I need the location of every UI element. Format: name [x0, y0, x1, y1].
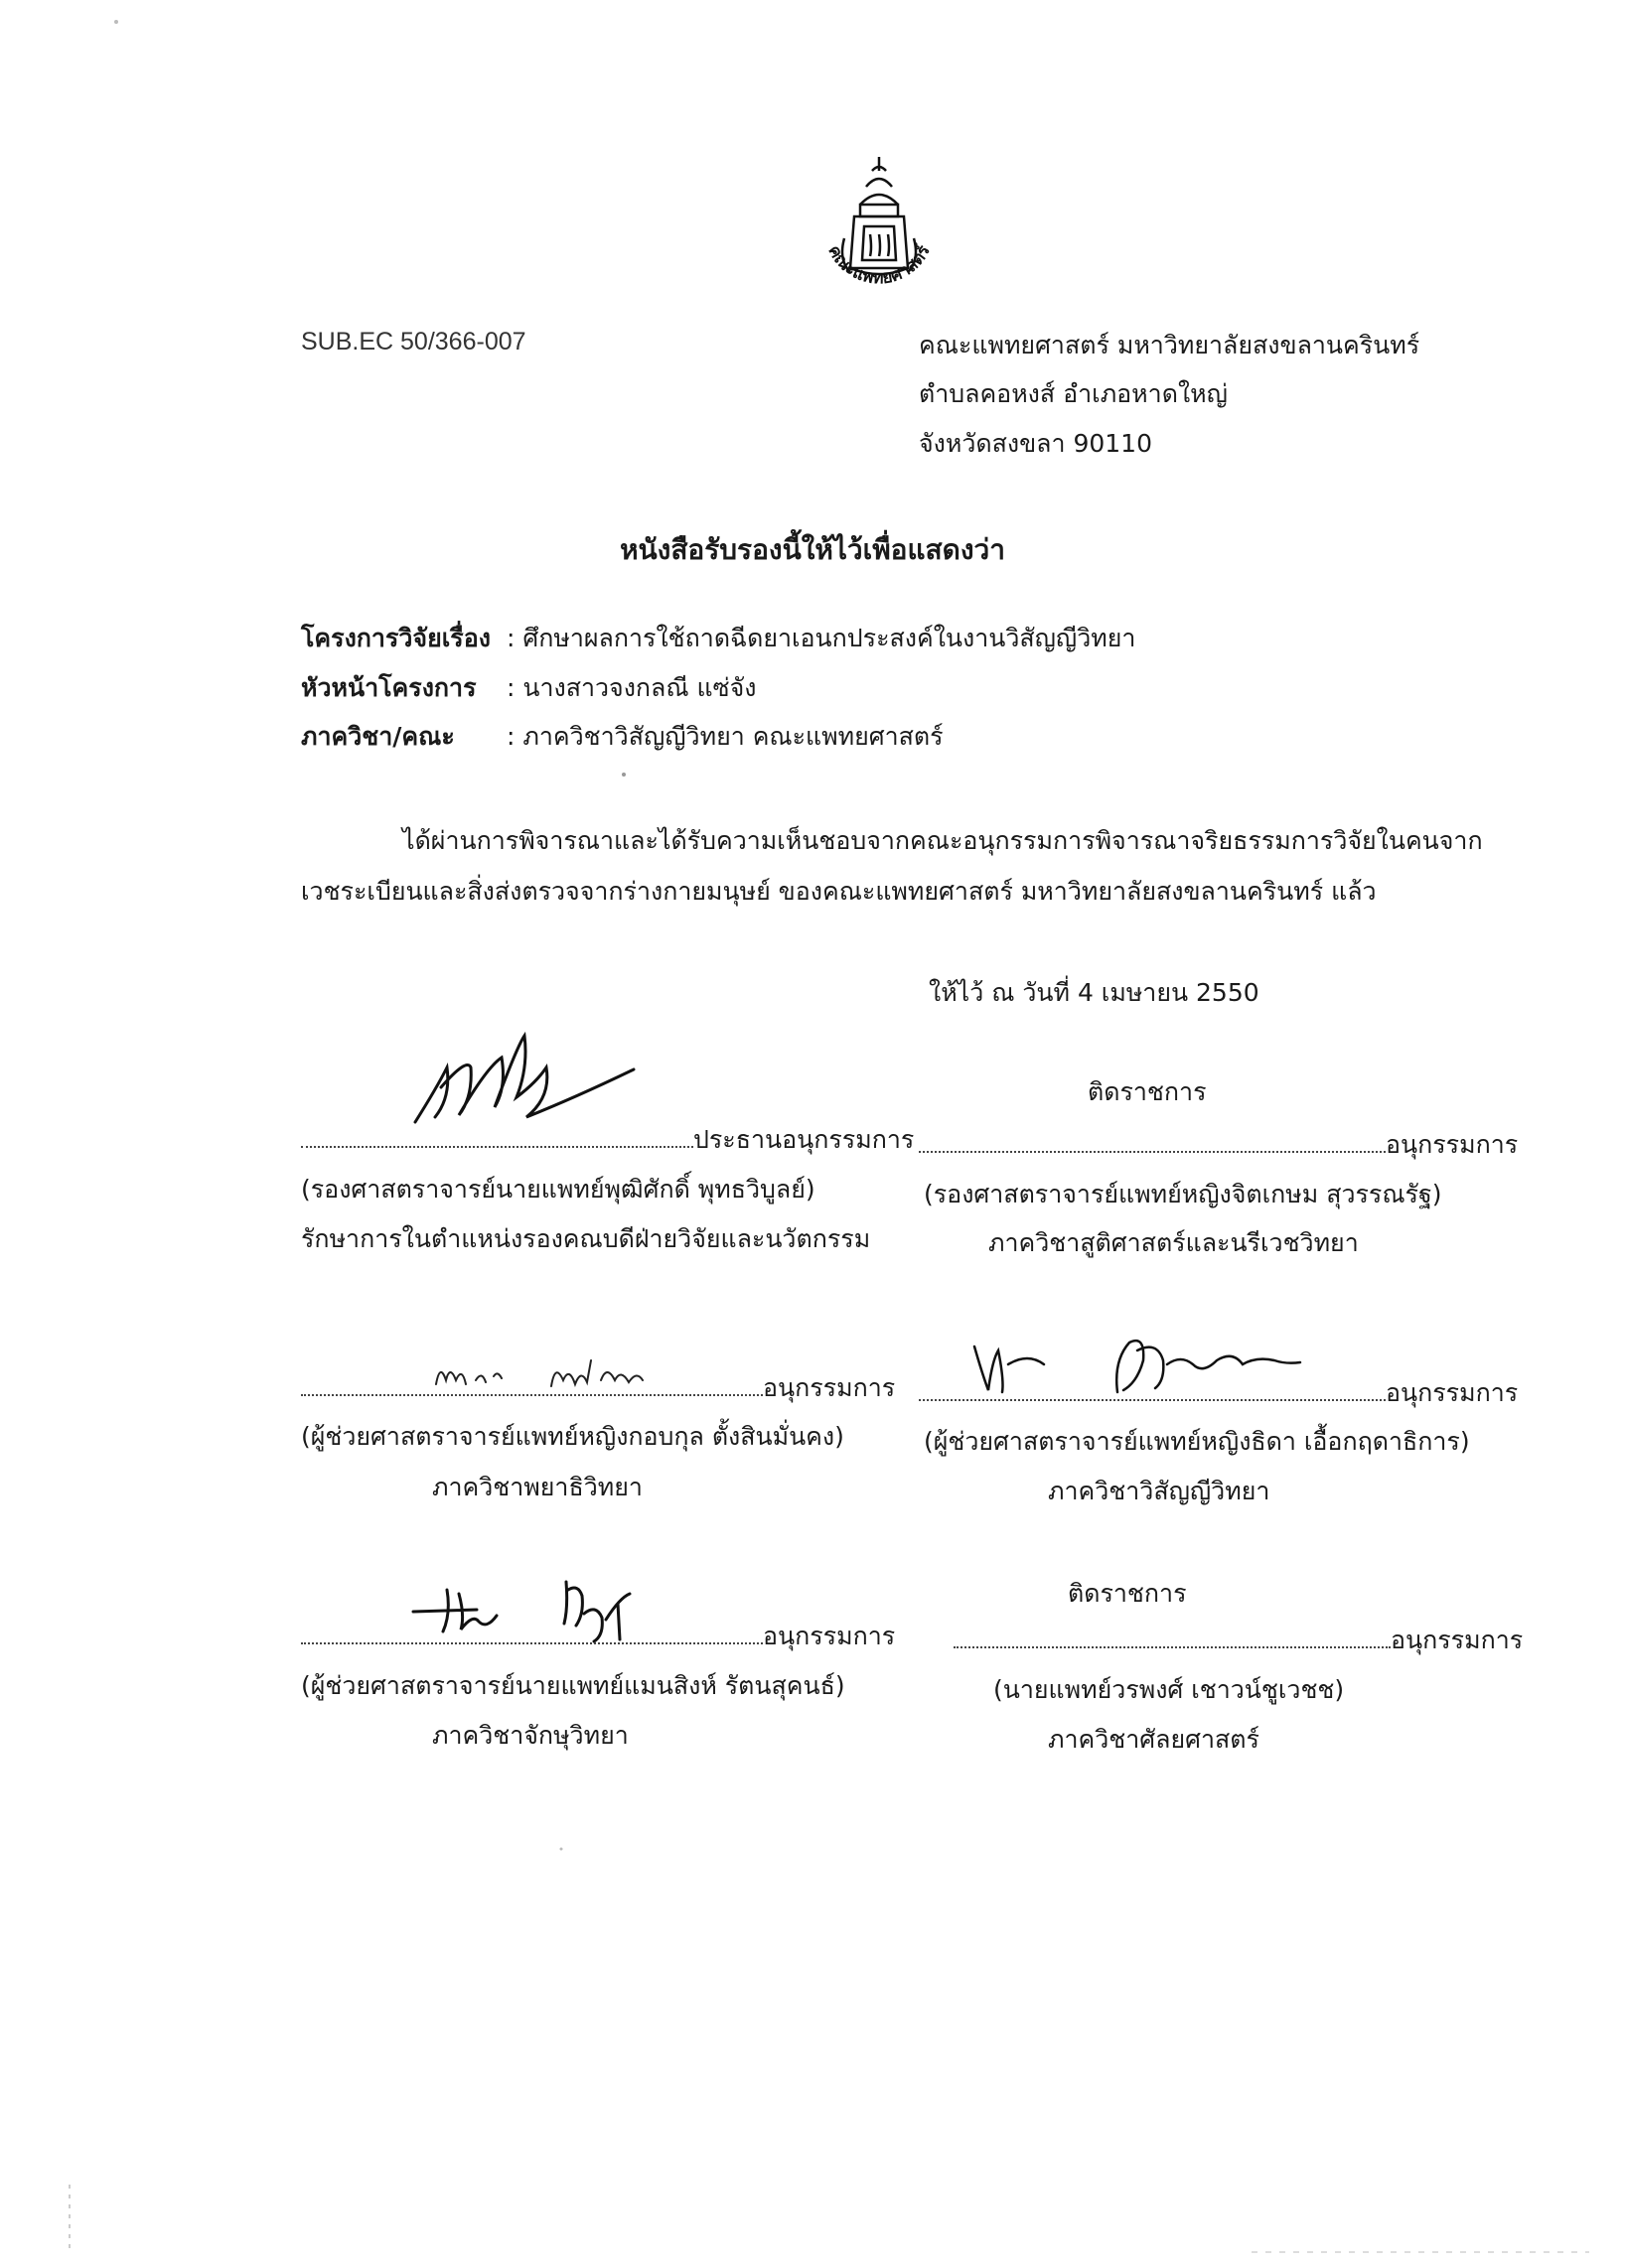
absence-note-2: ติดราชการ	[1088, 1077, 1207, 1106]
signatory-position-4: ภาควิชาวิสัญญีวิทยา	[1048, 1477, 1270, 1505]
signatory-name-chairman: (รองศาสตราจารย์นายแพทย์พุฒิศักดิ์ พุทธวิบูลย์)	[301, 1175, 815, 1204]
address-line-1: คณะแพทยศาสตร์ มหาวิทยาลัยสงขลานครินทร์	[919, 331, 1420, 359]
signatory-position-6: ภาควิชาศัลยศาสตร์	[1048, 1725, 1259, 1754]
role-6: อนุกรรมการ	[1391, 1626, 1524, 1654]
signatory-name-6: (นายแพทย์วรพงศ์ เชาวน์ชูเวชช)	[993, 1675, 1345, 1704]
signature-chairman	[407, 1028, 646, 1132]
body-line-2: เวชระเบียนและสิ่งส่งตรวจจากร่างกายมนุษย์ ของคณะแพทยศาสตร์ มหาวิทยาลัยสงขลานครินทร์ แล้ว	[301, 877, 1377, 906]
signatory-name-2: (รองศาสตราจารย์แพทย์หญิงจิตเกษม สุวรรณรัฐ)	[924, 1180, 1442, 1208]
body-line-1: ได้ผ่านการพิจารณาและได้รับความเห็นชอบจากคณะอนุกรรมการพิจารณาจริยธรรมการวิจัยในคนจาก	[402, 826, 1483, 855]
issue-date: ให้ไว้ ณ วันที่ 4 เมษายน 2550	[929, 978, 1259, 1007]
certificate-title: หนังสือรับรองนี้ให้ไว้เพื่อแสดงว่า	[620, 533, 1005, 566]
project-leader-label: หัวหน้าโครงการ	[301, 673, 477, 702]
address-line-2: ตำบลคอหงส์ อำเภอหาดใหญ่	[919, 379, 1228, 408]
signatory-name-5: (ผู้ช่วยศาสตราจารย์นายแพทย์แมนสิงห์ รัตนสุคนธ์)	[301, 1671, 845, 1700]
signatory-position-3: ภาควิชาพยาธิวิทยา	[432, 1473, 643, 1501]
role-chairman: ประธานอนุกรรมการ	[693, 1125, 915, 1154]
department-value: : ภาควิชาวิสัญญีวิทยา คณะแพทยศาสตร์	[507, 722, 944, 751]
department-label: ภาควิชา/คณะ	[301, 722, 455, 751]
signature-line-5	[301, 1622, 895, 1651]
faculty-seal-logo	[805, 149, 954, 318]
signature-line-4	[919, 1378, 1518, 1408]
signatory-position-2: ภาควิชาสูติศาสตร์และนรีเวชวิทยา	[988, 1228, 1359, 1257]
role-3: อนุกรรมการ	[763, 1373, 896, 1402]
absence-note-6: ติดราชการ	[1068, 1579, 1187, 1608]
role-2: อนุกรรมการ	[1386, 1130, 1519, 1159]
role-4: อนุกรรมการ	[1386, 1378, 1519, 1407]
seal-text: คณะแพทยศาสตร์	[823, 241, 935, 289]
project-topic-value: : ศึกษาผลการใช้ถาดฉีดยาเอนกประสงค์ในงานวิสัญญีวิทยา	[507, 624, 1136, 652]
project-leader-value: : นางสาวจงกลณี แซ่จัง	[507, 673, 757, 702]
role-5: อนุกรรมการ	[763, 1622, 896, 1650]
signature-line-chairman	[301, 1125, 914, 1155]
signature-line-3	[301, 1373, 895, 1403]
reference-number: SUB.EC 50/366-007	[301, 328, 526, 355]
address-line-3: จังหวัดสงขลา 90110	[919, 429, 1152, 458]
signature-line-2	[919, 1130, 1518, 1160]
signatory-name-4: (ผู้ช่วยศาสตราจารย์แพทย์หญิงธิดา เอื้อกฤดาธิการ)	[924, 1427, 1470, 1456]
signatory-name-3: (ผู้ช่วยศาสตราจารย์แพทย์หญิงกอบกุล ตั้งสินมั่นคง)	[301, 1422, 844, 1451]
project-topic-label: โครงการวิจัยเรื่อง	[301, 624, 491, 652]
signatory-position-chairman: รักษาการในตำแหน่งรองคณบดีฝ่ายวิจัยและนวัตกรรม	[301, 1224, 871, 1253]
signatory-position-5: ภาควิชาจักษุวิทยา	[432, 1721, 629, 1750]
signature-line-6	[954, 1626, 1523, 1655]
